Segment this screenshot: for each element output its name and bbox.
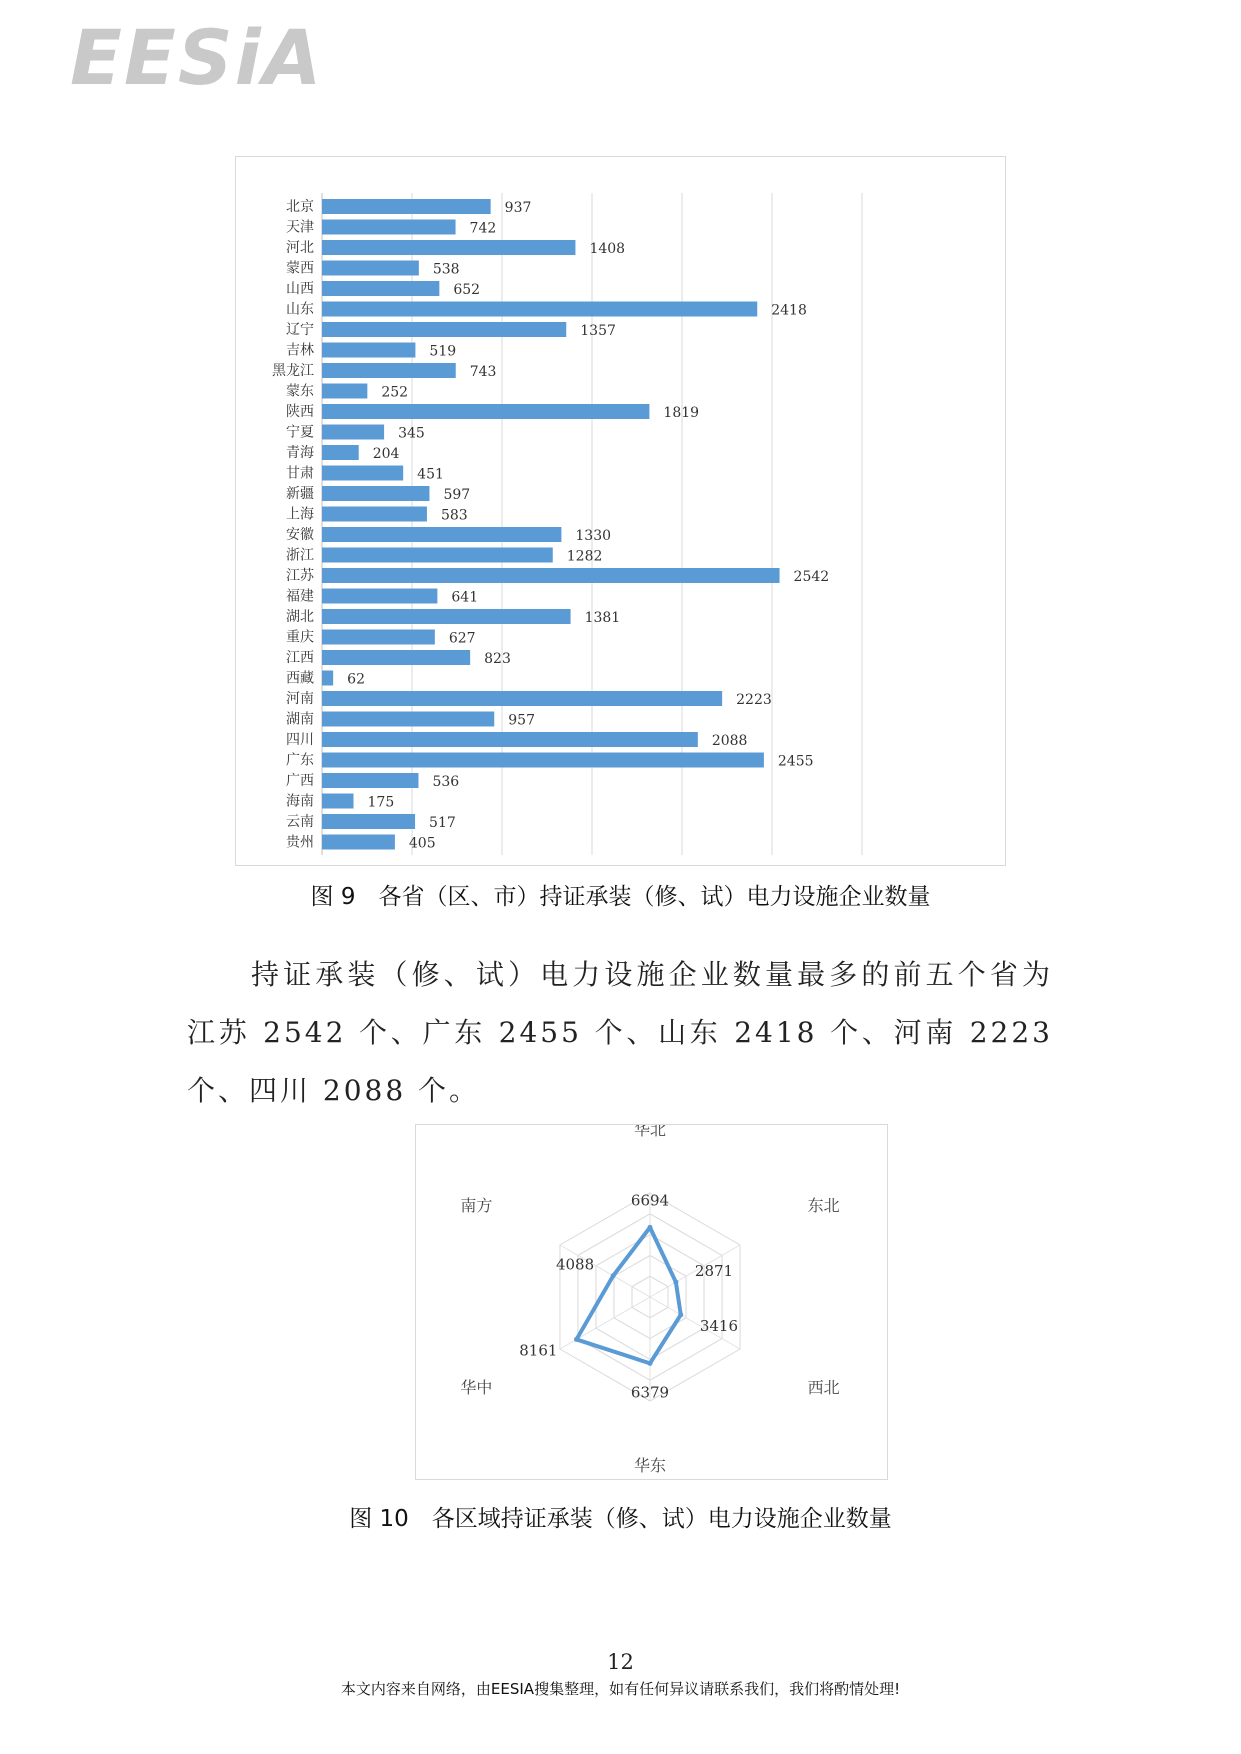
bar xyxy=(322,630,435,645)
category-label: 青海 xyxy=(286,445,314,461)
radar-point xyxy=(648,1225,653,1230)
category-label: 四川 xyxy=(286,732,314,748)
figure-9-caption: 图 9 各省（区、市）持证承装（修、试）电力设施企业数量 xyxy=(310,884,931,910)
bar xyxy=(322,240,575,255)
category-label: 山东 xyxy=(286,301,314,318)
bar xyxy=(322,650,470,665)
category-label: 天津 xyxy=(286,219,314,236)
bar xyxy=(322,548,553,563)
data-label: 252 xyxy=(381,384,409,401)
data-label: 743 xyxy=(469,364,497,380)
bar xyxy=(322,835,395,850)
data-label: 823 xyxy=(484,651,511,667)
category-label: 广西 xyxy=(286,773,314,789)
data-label: 345 xyxy=(398,425,425,442)
bar xyxy=(322,671,333,686)
page-number: 12 xyxy=(607,1650,634,1674)
bar xyxy=(322,261,419,276)
category-label: 河北 xyxy=(286,240,314,256)
radar-point xyxy=(648,1361,653,1366)
radar-category-label: 华北 xyxy=(633,1125,667,1139)
data-label: 1381 xyxy=(584,610,621,626)
data-label: 538 xyxy=(432,261,460,278)
bar xyxy=(322,712,494,727)
data-label: 517 xyxy=(429,815,456,831)
data-label: 175 xyxy=(367,794,395,811)
data-label: 742 xyxy=(469,220,497,237)
data-label: 641 xyxy=(451,589,479,606)
radar-category-label: 华东 xyxy=(633,1456,667,1475)
bar xyxy=(322,302,757,317)
radar-point xyxy=(673,1280,678,1285)
bar xyxy=(322,568,780,583)
data-label: 1819 xyxy=(663,405,700,421)
bar xyxy=(322,199,491,214)
category-label: 广东 xyxy=(286,752,314,769)
radar-data-label: 4088 xyxy=(555,1255,595,1274)
data-label: 2455 xyxy=(777,753,814,770)
category-label: 海南 xyxy=(286,793,314,810)
data-label: 583 xyxy=(440,507,468,524)
category-label: 辽宁 xyxy=(286,322,314,338)
bar xyxy=(322,794,354,809)
province-bar-chart-svg xyxy=(236,157,1005,865)
bar xyxy=(322,507,427,522)
radar-category-label: 华中 xyxy=(460,1378,493,1397)
category-label: 新疆 xyxy=(286,486,314,502)
radar-point xyxy=(678,1312,683,1317)
radar-category-label: 西北 xyxy=(807,1378,840,1397)
province-bar-chart xyxy=(235,156,1006,866)
bar xyxy=(322,753,764,768)
bar xyxy=(322,814,415,829)
data-label: 536 xyxy=(432,774,460,790)
category-label: 陕西 xyxy=(286,404,314,420)
radar-point xyxy=(574,1337,579,1342)
data-label: 519 xyxy=(429,343,457,360)
category-label: 贵州 xyxy=(286,834,314,851)
radar-data-label: 2871 xyxy=(694,1262,734,1281)
radar-category-label: 东北 xyxy=(807,1196,840,1215)
category-label: 山西 xyxy=(286,281,314,297)
category-label: 蒙西 xyxy=(286,260,314,277)
figure-10-caption: 图 10 各区域持证承装（修、试）电力设施企业数量 xyxy=(349,1506,892,1532)
footer-note: 本文内容来自网络，由EESIA搜集整理，如有任何异议请联系我们，我们将酌情处理! xyxy=(340,1680,901,1698)
bar xyxy=(322,322,566,337)
category-label: 甘肃 xyxy=(286,465,314,482)
bar xyxy=(322,445,359,460)
category-label: 北京 xyxy=(286,199,314,215)
data-label: 1408 xyxy=(589,241,626,257)
region-radar-chart-svg xyxy=(416,1125,887,1479)
bar xyxy=(322,773,418,788)
data-label: 62 xyxy=(347,671,365,688)
data-label: 937 xyxy=(504,200,532,216)
data-label: 2542 xyxy=(793,569,830,585)
data-label: 1282 xyxy=(566,548,603,565)
category-label: 重庆 xyxy=(286,629,314,646)
bar xyxy=(322,527,561,542)
bar xyxy=(322,466,403,481)
category-label: 吉林 xyxy=(286,342,314,359)
data-label: 2088 xyxy=(711,733,748,749)
bar xyxy=(322,425,384,440)
category-label: 西藏 xyxy=(286,670,314,687)
category-label: 河南 xyxy=(286,691,314,707)
bar xyxy=(322,220,456,235)
category-label: 蒙东 xyxy=(286,383,314,400)
bar xyxy=(322,281,439,296)
radar-data-label: 3416 xyxy=(699,1316,739,1335)
region-radar-chart xyxy=(415,1124,888,1480)
body-paragraph: 持证承装（修、试）电力设施企业数量最多的前五个省为江苏 2542 个、广东 2455 个、山东 2418 个、河南 2223 个、四川 2088 个。 xyxy=(187,958,1053,1107)
data-label: 2223 xyxy=(736,692,772,708)
data-label: 1330 xyxy=(575,528,612,544)
data-label: 2418 xyxy=(771,302,807,319)
eesia-logo: EESiA xyxy=(70,13,324,102)
bar xyxy=(322,404,649,419)
radar-data-label: 8161 xyxy=(519,1341,558,1360)
radar-category-label: 南方 xyxy=(460,1196,493,1215)
category-label: 江苏 xyxy=(286,568,314,584)
data-label: 652 xyxy=(453,282,481,298)
category-label: 黑龙江 xyxy=(272,363,314,379)
bar xyxy=(322,343,415,358)
data-label: 1357 xyxy=(580,323,616,339)
bar xyxy=(322,732,698,747)
category-label: 福建 xyxy=(286,588,314,605)
category-label: 云南 xyxy=(286,814,314,830)
bar xyxy=(322,363,456,378)
radar-data-label: 6694 xyxy=(630,1191,670,1210)
category-label: 江西 xyxy=(286,650,314,666)
category-label: 湖南 xyxy=(286,711,314,728)
bar xyxy=(322,691,722,706)
bar xyxy=(322,384,367,399)
radar-data-label: 6379 xyxy=(630,1383,670,1402)
category-label: 安徽 xyxy=(286,527,314,543)
category-label: 上海 xyxy=(286,506,314,523)
data-label: 597 xyxy=(443,487,471,503)
data-label: 627 xyxy=(448,630,476,647)
radar-spoke xyxy=(560,1297,650,1349)
category-label: 浙江 xyxy=(286,547,314,564)
data-label: 957 xyxy=(508,712,535,729)
radar-point xyxy=(611,1273,616,1278)
data-label: 451 xyxy=(417,466,444,483)
category-label: 湖北 xyxy=(286,609,314,625)
data-label: 405 xyxy=(408,835,436,852)
bar xyxy=(322,486,429,501)
bar xyxy=(322,589,437,604)
data-label: 204 xyxy=(372,446,400,462)
category-label: 宁夏 xyxy=(286,424,314,441)
bar xyxy=(322,609,571,624)
